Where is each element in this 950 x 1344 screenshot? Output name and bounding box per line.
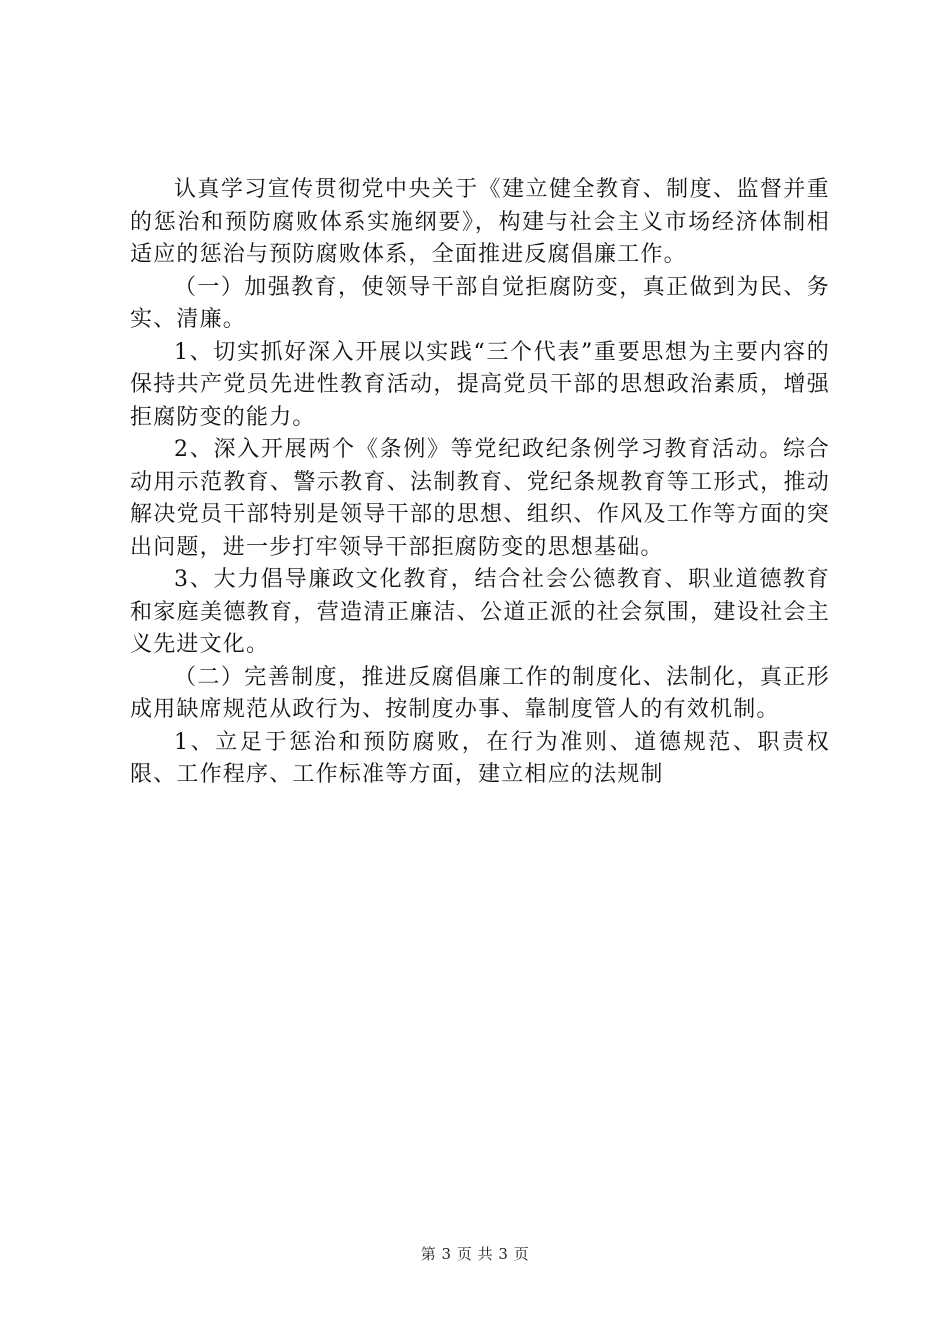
page-number: 第 3 页 共 3 页 xyxy=(420,1245,530,1263)
paragraph-intro: 认真学习宣传贯彻党中央关于《建立健全教育、制度、监督并重的惩治和预防腐败体系实施纲要》，构建与社会主义市场经济体制相适应的惩治与预防腐败体系，全面推进反腐倡廉工作。 xyxy=(130,177,830,267)
paragraph-item-1: 1、切实抓好深入开展以实践“三个代表”重要思想为主要内容的保持共产党员先进性教育活动，提高党员干部的思想政治素质，增强拒腐防变的能力。 xyxy=(130,339,830,430)
section-heading-1: （一）加强教育，使领导干部自觉拒腐防变，真正做到为民、务实、清廉。 xyxy=(130,274,830,332)
page-footer xyxy=(0,1243,950,1264)
paragraph-item-3: 3、大力倡导廉政文化教育，结合社会公德教育、职业道德教育和家庭美德教育，营造清正廉洁、公道正派的社会氛围，建设社会主义先进文化。 xyxy=(130,567,830,657)
section-heading-2: （二）完善制度，推进反腐倡廉工作的制度化、法制化，真正形成用缺席规范从政行为、按制度办事、靠制度管人的有效机制。 xyxy=(130,664,830,722)
paragraph-item-4: 1、立足于惩治和预防腐败，在行为准则、道德规范、职责权限、工作程序、工作标准等方面，建立相应的法规制 xyxy=(130,729,830,787)
paragraph-item-2: 2、深入开展两个《条例》等党纪政纪条例学习教育活动。综合动用示范教育、警示教育、法制教育、党纪条规教育等工形式，推动解决党员干部特别是领导干部的思想、组织、作风及工作等方面的突出问题，进一步打牢领导干部拒腐防变的思想基础。 xyxy=(130,437,830,560)
document-body xyxy=(130,174,830,792)
